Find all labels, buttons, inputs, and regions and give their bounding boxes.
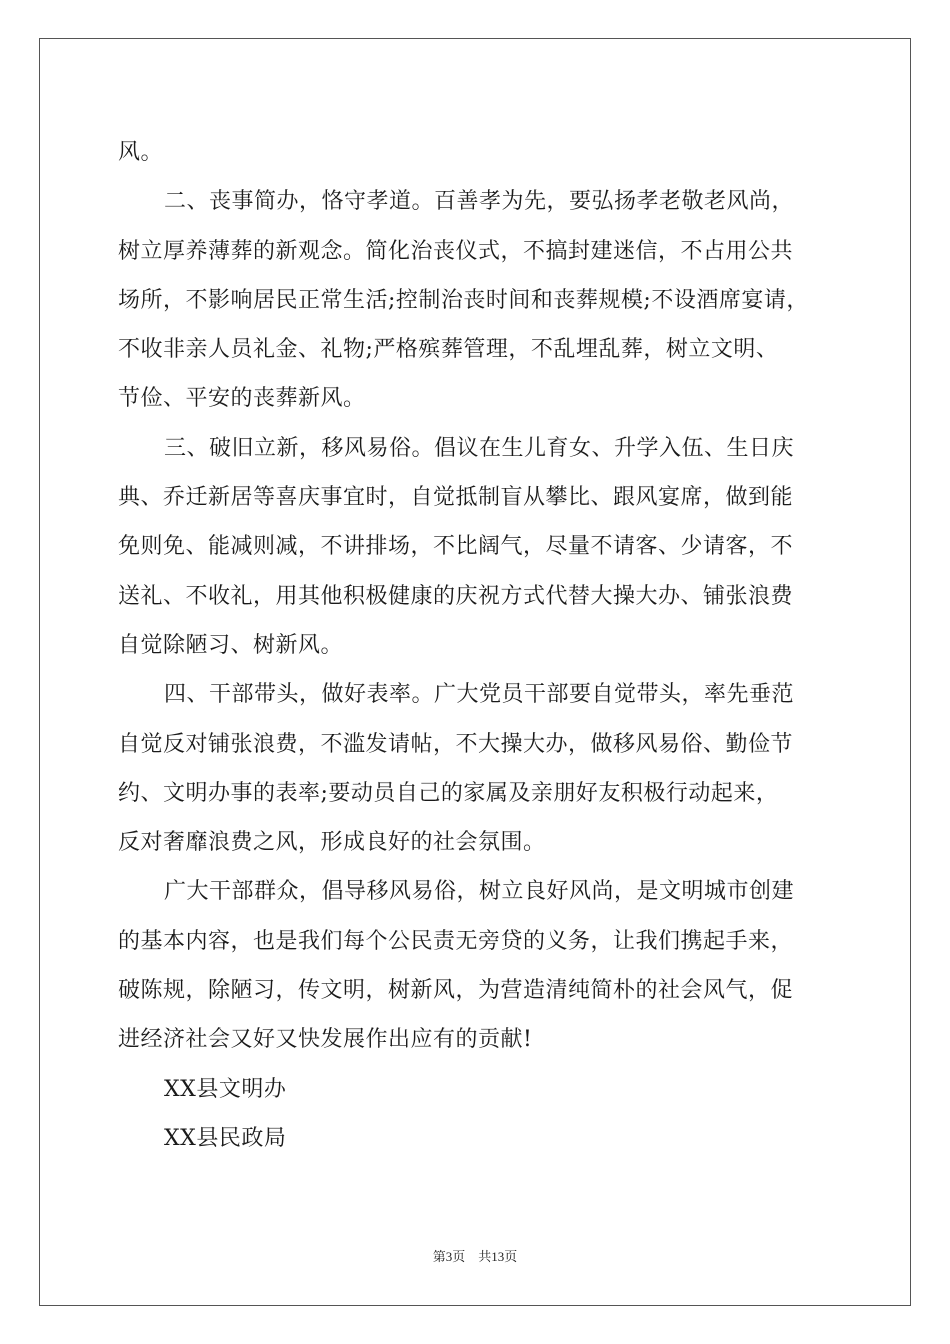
text-line: 约、文明办事的表率;要动员自己的家属及亲朋好友积极行动起来， bbox=[118, 780, 779, 806]
text-line: 送礼、不收礼，用其他积极健康的庆祝方式代替大操大办、铺张浪费 bbox=[118, 583, 794, 609]
text-line: 进经济社会又好又快发展作出应有的贡献! bbox=[118, 1027, 533, 1053]
text-line: 四、干部带头，做好表率。广大党员干部要自觉带头，率先垂范 bbox=[164, 682, 795, 708]
text-line: 不收非亲人员礼金、礼物;严格殡葬管理，不乱埋乱葬，树立文明、 bbox=[118, 337, 779, 363]
text-line: 三、破旧立新，移风易俗。倡议在生儿育女、升学入伍、生日庆 bbox=[164, 435, 795, 461]
text-line: XX县民政局 bbox=[164, 1125, 287, 1151]
text-line: 自觉反对铺张浪费，不滥发请帖，不大操大办，做移风易俗、勤俭节 bbox=[118, 731, 794, 757]
text-line: 广大干部群众，倡导移风易俗，树立良好风尚，是文明城市创建 bbox=[164, 879, 795, 905]
page-number-footer: 第3页 共13页 bbox=[432, 1249, 518, 1264]
text-line: 风。 bbox=[118, 140, 164, 165]
text-line: XX县文明办 bbox=[164, 1076, 287, 1102]
document-body bbox=[118, 128, 858, 1163]
text-line: 典、乔迁新居等喜庆事宜时，自觉抵制盲从攀比、跟风宴席，做到能 bbox=[118, 485, 794, 511]
text-line: 树立厚养薄葬的新观念。简化治丧仪式，不搞封建迷信，不占用公共 bbox=[118, 238, 794, 264]
text-line: 自觉除陋习、树新风。 bbox=[118, 632, 344, 658]
text-line: 破陈规，除陋习，传文明，树新风，为营造清纯简朴的社会风气，促 bbox=[118, 978, 794, 1004]
text-line: 节俭、平安的丧葬新风。 bbox=[118, 386, 366, 412]
text-line: 场所，不影响居民正常生活;控制治丧时间和丧葬规模;不设酒席宴请， bbox=[118, 287, 809, 313]
text-line: 反对奢靡浪费之风，形成良好的社会氛围。 bbox=[118, 830, 546, 856]
text-line: 二、丧事简办，恪守孝道。百善孝为先，要弘扬孝老敬老风尚， bbox=[164, 189, 795, 215]
text-line: 的基本内容，也是我们每个公民责无旁贷的义务，让我们携起手来， bbox=[118, 928, 794, 954]
text-line: 免则免、能减则减，不讲排场，不比阔气，尽量不请客、少请客，不 bbox=[118, 534, 794, 560]
